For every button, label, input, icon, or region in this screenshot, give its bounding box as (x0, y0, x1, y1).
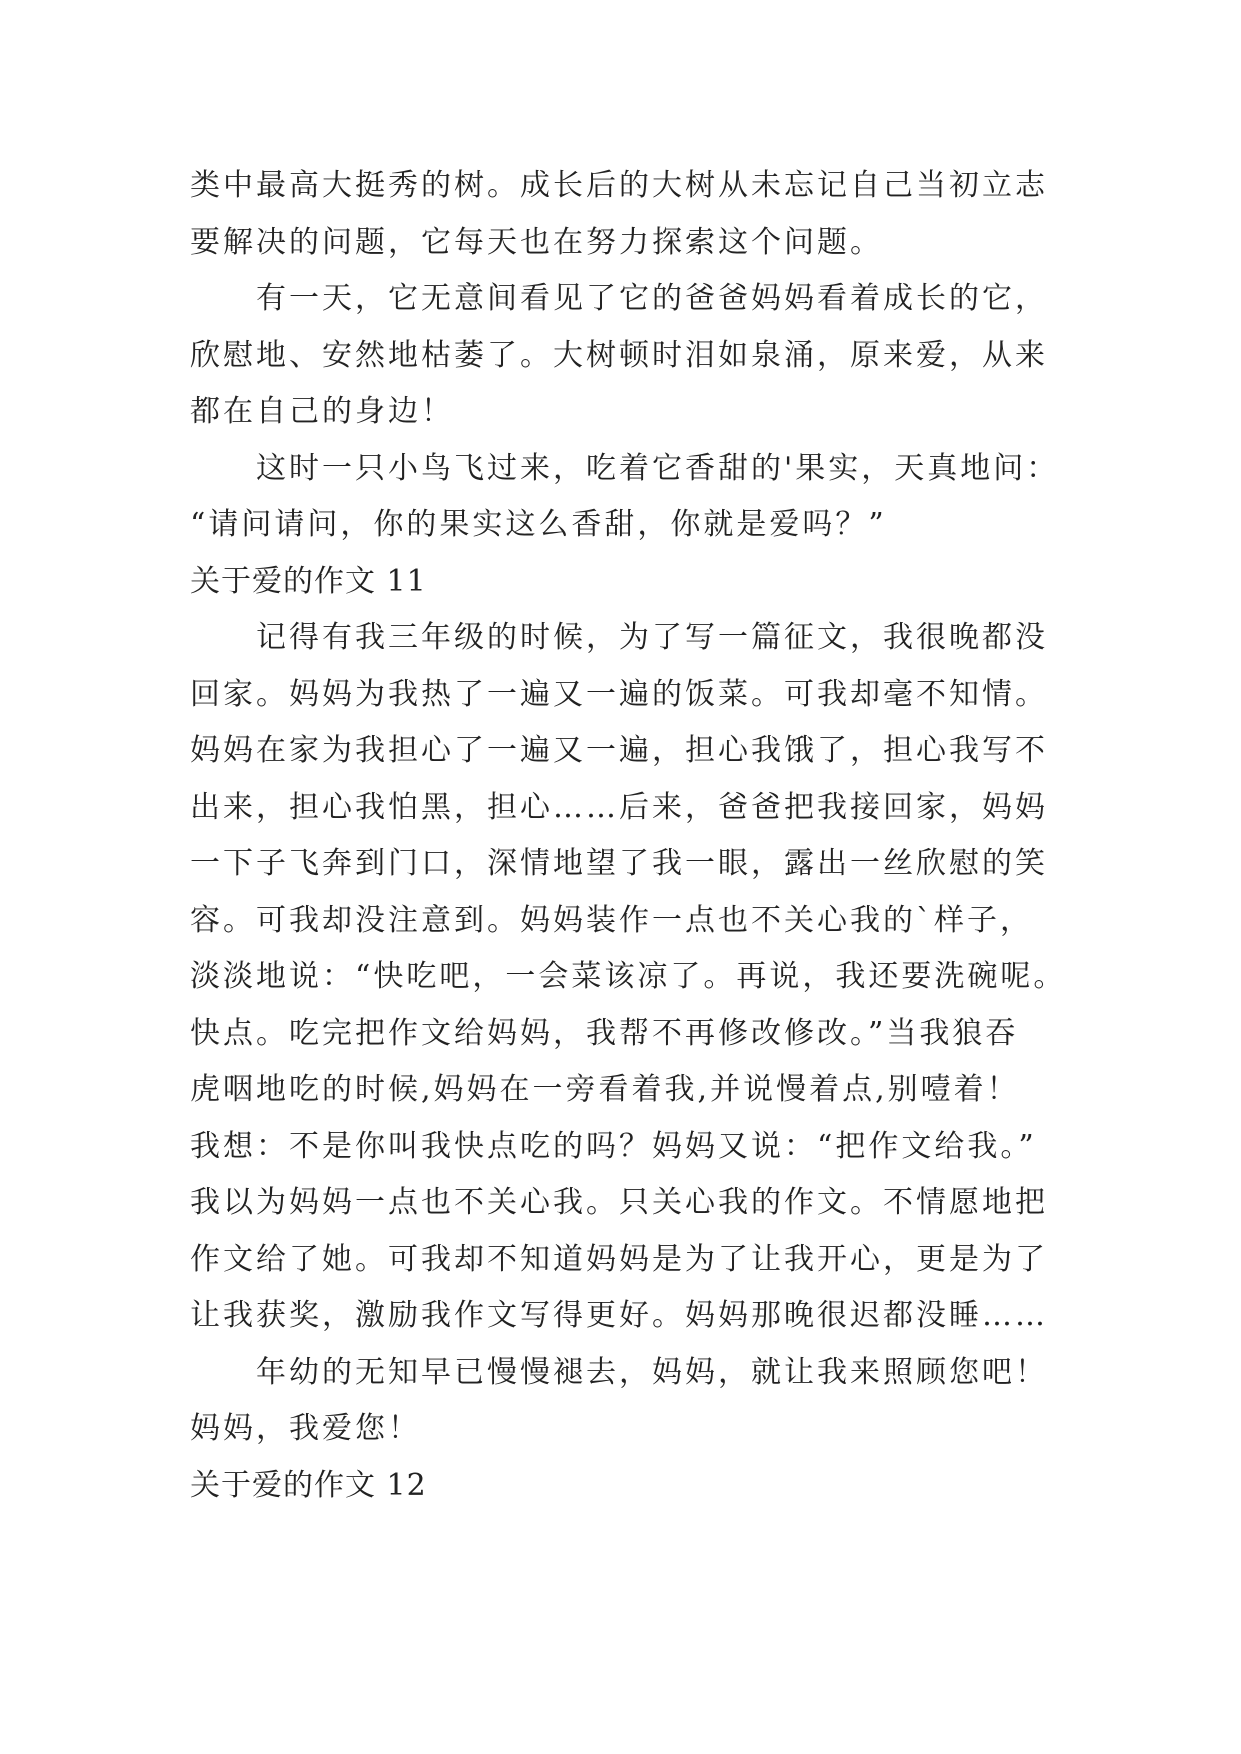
paragraph-line: 欣慰地、安然地枯萎了。大树顿时泪如泉涌，原来爱，从来 (190, 337, 1048, 373)
paragraph-line: 一下子飞奔到门口，深情地望了我一眼，露出一丝欣慰的笑 (190, 846, 1048, 881)
paragraph-line: 妈妈在家为我担心了一遍又一遍，担心我饿了，担心我写不 (190, 733, 1048, 768)
paragraph-line: 类中最高大挺秀的树。成长后的大树从未忘记自己当初立志 (190, 168, 1048, 203)
paragraph-line: 让我获奖，激励我作文写得更好。妈妈那晚很迟都没睡…… (190, 1298, 1048, 1333)
paragraph-line: 回家。妈妈为我热了一遍又一遍的饭菜。可我却毫不知情。 (190, 676, 1048, 712)
paragraph-line: 年幼的无知早已慢慢褪去，妈妈，就让我来照顾您吧！ (256, 1354, 1048, 1390)
paragraph-line: 虎咽地吃的时候,妈妈在一旁看着我,并说慢着点,别噎着！ (190, 1072, 1020, 1107)
essay-body (190, 158, 1090, 1514)
paragraph-line: 妈妈，我爱您！ (190, 1411, 421, 1446)
paragraph-line: 这时一只小鸟飞过来，吃着它香甜的'果实，天真地问： (256, 450, 1060, 486)
paragraph-line: 都在自己的身边！ (190, 394, 454, 429)
paragraph-line: 我想：不是你叫我快点吃的吗？妈妈又说：“把作文给我。” (190, 1128, 1037, 1164)
section-heading: 关于爱的作文 11 (190, 563, 427, 599)
paragraph-line: 要解决的问题，它每天也在努力探索这个问题。 (190, 224, 883, 260)
paragraph-line: “请问请问，你的果实这么香甜，你就是爱吗？” (190, 507, 887, 542)
paragraph-line: 记得有我三年级的时候，为了写一篇征文，我很晚都没 (256, 620, 1048, 655)
paragraph-line: 容。可我却没注意到。妈妈装作一点也不关心我的`样子， (190, 902, 1033, 938)
paragraph-line: 有一天，它无意间看见了它的爸爸妈妈看着成长的它， (256, 281, 1048, 316)
paragraph-line: 快点。吃完把作文给妈妈，我帮不再修改修改。”当我狼吞 (190, 1015, 1019, 1051)
paragraph-line: 出来，担心我怕黑，担心……后来，爸爸把我接回家，妈妈 (190, 789, 1048, 825)
section-heading: 关于爱的作文 12 (190, 1467, 427, 1503)
paragraph-line: 淡淡地说：“快吃吧，一会菜该凉了。再说，我还要洗碗呢。 (190, 959, 1067, 994)
paragraph-line: 作文给了她。可我却不知道妈妈是为了让我开心，更是为了 (190, 1241, 1048, 1277)
paragraph-line: 我以为妈妈一点也不关心我。只关心我的作文。不情愿地把 (190, 1185, 1048, 1220)
